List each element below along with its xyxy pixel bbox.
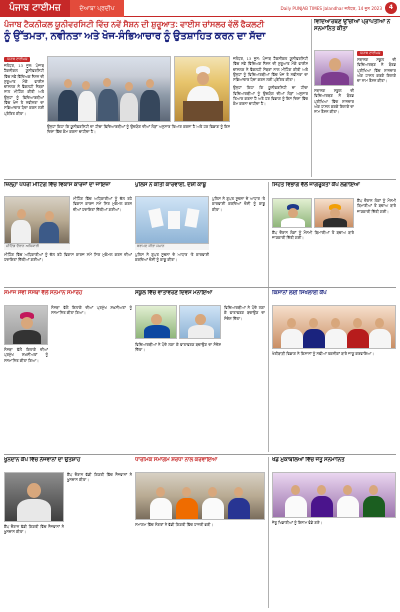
story-b-photo xyxy=(135,196,209,244)
story-a-body-2: ਮੀਟਿੰਗ ਵਿੱਚ ਅਧਿਕਾਰੀਆਂ ਨੂੰ ਚੱਲ ਰਹੇ ਵਿਕਾਸ ਕਾਰਜ ਸਮੇਂ ਸਿਰ ਮੁਕੰਮਲ ਕਰਨ ਦੀਆਂ ਹਦਾਇਤਾਂ ਦਿੱਤੀਆਂ ਗਈਆਂ। xyxy=(4,252,132,263)
lead-photo-meeting xyxy=(47,56,171,122)
story-e-headline: ਸਕੂਲ ਵਿੱਚ ਵਾਤਾਵਰਣ ਦਿਵਸ ਮਨਾਇਆ xyxy=(135,290,213,296)
story-g-body-2: ਕੈਂਪ ਦੌਰਾਨ ਵੱਡੀ ਗਿਣਤੀ ਵਿੱਚ ਨੌਜਵਾਨਾਂ ਨੇ ਖੂਨਦਾਨ ਕੀਤਾ। xyxy=(4,524,64,535)
story-d-body-2: ਸੰਸਥਾ ਵੱਲੋਂ ਇਲਾਕੇ ਦੀਆਂ ਪ੍ਰਮੁੱਖ ਸ਼ਖ਼ਸੀਅਤਾਂ ਨੂੰ ਸਨਮਾਨਿਤ ਕੀਤਾ ਗਿਆ। xyxy=(4,347,48,363)
side-brief-headline: ਵਿਦਿਆਰਥਣ ਉੱਚੀਆਂ ਪ੍ਰਾਪਤੀਆਂ ਨੇ ਸਨਮਾਨਿਤ ਕੀਤਾ xyxy=(314,19,391,33)
story-f-body: ਖੇਤੀਬਾੜੀ ਵਿਭਾਗ ਨੇ ਕਿਸਾਨਾਂ ਨੂੰ ਨਵੀਆਂ ਤਕਨੀਕਾਂ ਬਾਰੇ ਜਾਣੂ ਕਰਵਾਇਆ। xyxy=(272,351,374,356)
masthead-section: ਦੋਆਬਾ ਪ੍ਰਦੀਪ xyxy=(70,0,124,17)
lead-byline: ਪੰਜਾਬ ਟਾਈਮਜ਼ xyxy=(4,57,30,62)
story-c-headline: ਸਿਹਤ ਵਿਭਾਗ ਵੱਲੋਂ ਜਾਗਰੂਕਤਾ ਕੈਂਪ ਲਗਾਇਆ xyxy=(272,182,360,188)
story-e-photo-1 xyxy=(135,305,177,339)
masthead-meta: Daily PUNJAB TIMES Jalandhar ਜਲੰਧਰ, 14 ਜੂਨ 2023 xyxy=(124,0,400,17)
lead-body-3: ਜਲੰਧਰ, 13 ਜੂਨ: ਪੰਜਾਬ ਟੈਕਨੀਕਲ ਯੂਨੀਵਰਸਿਟੀ ਵਿੱਚ ਨਵੇਂ ਵਿੱਦਿਅਕ ਸੈਸ਼ਨ ਦੀ ਸ਼ੁਰੂਆਤ ਮੌਕੇ ਵਾਈਸ ਚਾਂਸਲਰ ਨੇ ਫੈਕਲਟੀ ਮੈਂਬਰਾਂ ਨਾਲ ਮੀਟਿੰਗ ਕੀਤੀ ਅਤੇ ਉਨ੍ਹਾਂ ਨੂੰ ਵਿਦਿਆਰਥੀਆਂ ਵਿੱਚ ਖੋਜ ਤੇ ਨਵੀਨਤਾ ਦਾ ਸਭਿਆਚਾਰ ਪੈਦਾ ਕਰਨ ਲਈ ਪ੍ਰੇਰਿਤ ਕੀਤਾ। xyxy=(233,56,308,83)
story-f-photo xyxy=(272,305,396,349)
masthead-brand: ਪੰਜਾਬ ਟਾਈਮਜ਼ xyxy=(0,0,70,17)
story-f-headline: ਕਿਸਾਨਾਂ ਲਈ ਸਿਖਲਾਈ ਕੈਂਪ xyxy=(272,290,327,296)
story-a-body: ਮੀਟਿੰਗ ਵਿੱਚ ਅਧਿਕਾਰੀਆਂ ਨੂੰ ਚੱਲ ਰਹੇ ਵਿਕਾਸ ਕਾਰਜ ਸਮੇਂ ਸਿਰ ਮੁਕੰਮਲ ਕਰਨ ਦੀਆਂ ਹਦਾਇਤਾਂ ਦਿੱਤੀਆਂ ਗਈਆਂ। xyxy=(73,196,132,212)
side-brief-body: ਸਥਾਨਕ ਸਕੂਲ ਦੀ ਵਿਦਿਆਰਥਣ ਨੇ ਬੋਰਡ ਪ੍ਰੀਖਿਆ ਵਿੱਚ ਸ਼ਾਨਦਾਰ ਅੰਕ ਹਾਸਲ ਕਰਕੇ ਇਲਾਕੇ ਦਾ ਨਾਮ ਰੌਸ਼ਨ ਕੀਤਾ। xyxy=(357,57,396,84)
lead-body-4: ਉਨ੍ਹਾਂ ਕਿਹਾ ਕਿ ਯੂਨੀਵਰਸਿਟੀ ਦਾ ਟੀਚਾ ਵਿਦਿਆਰਥੀਆਂ ਨੂੰ ਉਦਯੋਗ ਦੀਆਂ ਲੋੜਾਂ ਅਨੁਸਾਰ ਤਿਆਰ ਕਰਨਾ ਹੈ ਅਤੇ ਹਰ ਵਿਭਾਗ ਨੂੰ ਇਸ ਦਿਸ਼ਾ ਵਿੱਚ ਕੰਮ ਕਰਨਾ ਚਾਹੀਦਾ ਹੈ। xyxy=(233,85,308,107)
story-f-body-col xyxy=(272,351,396,452)
story-e-headline-block xyxy=(135,290,265,303)
column-divider xyxy=(311,19,312,177)
story-b-caption: ਬਰਾਮਦ ਕੀਤਾ ਸਮਾਨ xyxy=(135,244,209,250)
story-b-headline: ਪੁਲਿਸ ਨੇ ਕੀਤੀ ਕਾਰਵਾਈ, ਦੋਸ਼ੀ ਕਾਬੂ xyxy=(135,182,207,188)
page-number: 4 xyxy=(385,2,397,14)
story-e-body-2: ਵਿਦਿਆਰਥੀਆਂ ਨੇ ਪੌਦੇ ਲਗਾ ਕੇ ਵਾਤਾਵਰਣ ਬਚਾਉਣ ਦਾ ਸੰਦੇਸ਼ ਦਿੱਤਾ। xyxy=(135,342,221,353)
story-e-body-col-2 xyxy=(135,342,221,452)
story-d-body-col xyxy=(51,305,132,452)
story-i-body: ਜੇਤੂ ਖਿਡਾਰੀਆਂ ਨੂੰ ਇਨਾਮ ਵੰਡੇ ਗਏ। xyxy=(272,520,323,525)
story-i-headline-block xyxy=(272,457,396,470)
story-c-photo-2 xyxy=(314,198,354,228)
story-i-headline: ਖੇਡ ਮੁਕਾਬਲਿਆਂ ਵਿੱਚ ਜੇਤੂ ਸਨਮਾਨਿਤ xyxy=(272,457,345,463)
story-f-headline-block xyxy=(272,290,396,303)
story-b-body-col xyxy=(212,196,265,284)
story-d-headline: ਸਮਾਜ ਸੇਵੀ ਸੰਸਥਾ ਵੱਲੋਂ ਸਨਮਾਨ ਸਮਾਰੋਹ xyxy=(4,290,83,296)
story-c-body: ਕੈਂਪ ਦੌਰਾਨ ਲੋਕਾਂ ਨੂੰ ਮੌਸਮੀ ਬਿਮਾਰੀਆਂ ਤੋਂ ਬਚਾਅ ਬਾਰੇ ਜਾਣਕਾਰੀ ਦਿੱਤੀ ਗਈ। xyxy=(357,198,396,214)
story-e-body-col xyxy=(224,305,265,452)
story-a-headline-block xyxy=(4,182,132,194)
side-brief-body-col xyxy=(357,50,396,177)
story-e-photo-2 xyxy=(179,305,221,339)
story-c-body-col xyxy=(357,198,396,284)
lead-photo-speaker xyxy=(174,56,230,122)
story-a-headline: ਜ਼ਿਲ੍ਹਾ ਪੱਧਰੀ ਮੀਟਿੰਗ ਵਿੱਚ ਵਿਕਾਸ ਕਾਰਜਾਂ ਦਾ ਜਾਇਜ਼ਾ xyxy=(4,182,111,188)
story-d-body-col-2 xyxy=(4,347,48,452)
story-a-caption: ਮੀਟਿੰਗ ਦੌਰਾਨ ਅਧਿਕਾਰੀ xyxy=(4,244,70,250)
story-b-body-col-2 xyxy=(135,252,209,284)
lead-column-middle xyxy=(47,124,230,178)
story-d-photo xyxy=(4,305,48,345)
side-brief-body-2: ਸਥਾਨਕ ਸਕੂਲ ਦੀ ਵਿਦਿਆਰਥਣ ਨੇ ਬੋਰਡ ਪ੍ਰੀਖਿਆ ਵਿੱਚ ਸ਼ਾਨਦਾਰ ਅੰਕ ਹਾਸਲ ਕਰਕੇ ਇਲਾਕੇ ਦਾ ਨਾਮ ਰੌਸ਼ਨ ਕੀਤਾ। xyxy=(314,88,354,115)
story-i-photo xyxy=(272,472,396,518)
column-divider-3 xyxy=(268,457,269,608)
story-c-headline-block xyxy=(272,182,396,196)
story-c-body-col-2 xyxy=(272,230,354,284)
story-a-body-col xyxy=(73,196,132,250)
story-d-headline-block xyxy=(4,290,132,303)
side-brief-headline-block xyxy=(314,19,396,49)
story-h-headline: ਧਾਰਮਿਕ ਸਮਾਗਮ ਸ਼ਰਧਾ ਨਾਲ ਕਰਵਾਇਆ xyxy=(135,457,218,463)
masthead xyxy=(0,0,400,17)
story-h-headline-block xyxy=(135,457,265,470)
section-divider-2 xyxy=(4,287,396,288)
section-divider-3 xyxy=(4,454,396,455)
section-divider xyxy=(4,179,396,180)
lead-column-left xyxy=(4,56,44,178)
side-brief-byline: ਪੰਜਾਬ ਟਾਈਮਜ਼ xyxy=(357,51,383,56)
story-i-body-col xyxy=(272,520,396,608)
story-h-body: ਸਮਾਗਮ ਵਿੱਚ ਸੰਗਤਾਂ ਨੇ ਵੱਡੀ ਗਿਣਤੀ ਵਿੱਚ ਹਾਜ਼ਰੀ ਭਰੀ। xyxy=(135,522,213,527)
story-g-headline: ਖੂਨਦਾਨ ਕੈਂਪ ਵਿੱਚ ਨੌਜਵਾਨਾਂ ਦਾ ਉਤਸ਼ਾਹ xyxy=(4,457,81,463)
lead-body-2: ਉਨ੍ਹਾਂ ਕਿਹਾ ਕਿ ਯੂਨੀਵਰਸਿਟੀ ਦਾ ਟੀਚਾ ਵਿਦਿਆਰਥੀਆਂ ਨੂੰ ਉਦਯੋਗ ਦੀਆਂ ਲੋੜਾਂ ਅਨੁਸਾਰ ਤਿਆਰ ਕਰਨਾ ਹੈ ਅਤੇ ਹਰ ਵਿਭਾਗ ਨੂੰ ਇਸ ਦਿਸ਼ਾ ਵਿੱਚ ਕੰਮ ਕਰਨਾ ਚਾਹੀਦਾ ਹੈ। xyxy=(47,124,230,135)
story-h-photo xyxy=(135,472,265,520)
story-g-photo xyxy=(4,472,64,522)
story-g-body: ਕੈਂਪ ਦੌਰਾਨ ਵੱਡੀ ਗਿਣਤੀ ਵਿੱਚ ਨੌਜਵਾਨਾਂ ਨੇ ਖੂਨਦਾਨ ਕੀਤਾ। xyxy=(67,472,132,483)
story-b-body-2: ਪੁਲਿਸ ਨੇ ਗੁਪਤ ਸੂਚਨਾ ਦੇ ਆਧਾਰ 'ਤੇ ਕਾਰਵਾਈ ਕਰਦਿਆਂ ਦੋਸ਼ੀ ਨੂੰ ਕਾਬੂ ਕੀਤਾ। xyxy=(135,252,209,263)
story-h-body-col xyxy=(135,522,265,608)
side-brief-photo xyxy=(314,50,354,86)
side-brief-body-col-2 xyxy=(314,88,354,177)
story-b-body: ਪੁਲਿਸ ਨੇ ਗੁਪਤ ਸੂਚਨਾ ਦੇ ਆਧਾਰ 'ਤੇ ਕਾਰਵਾਈ ਕਰਦਿਆਂ ਦੋਸ਼ੀ ਨੂੰ ਕਾਬੂ ਕੀਤਾ। xyxy=(212,196,265,212)
story-g-headline-block xyxy=(4,457,132,470)
story-c-body-2: ਕੈਂਪ ਦੌਰਾਨ ਲੋਕਾਂ ਨੂੰ ਮੌਸਮੀ ਬਿਮਾਰੀਆਂ ਤੋਂ ਬਚਾਅ ਬਾਰੇ ਜਾਣਕਾਰੀ ਦਿੱਤੀ ਗਈ। xyxy=(272,230,354,241)
story-e-body: ਵਿਦਿਆਰਥੀਆਂ ਨੇ ਪੌਦੇ ਲਗਾ ਕੇ ਵਾਤਾਵਰਣ ਬਚਾਉਣ ਦਾ ਸੰਦੇਸ਼ ਦਿੱਤਾ। xyxy=(224,305,265,321)
story-b-headline-block xyxy=(135,182,265,194)
story-a-body-col-2 xyxy=(4,252,132,284)
lead-headline-line-1: ਪੰਜਾਬ ਟੈਕਨੀਕਲ ਯੂਨੀਵਰਸਿਟੀ ਵਿੱਚ ਨਵੇਂ ਸੈਸ਼ਨ ਦੀ ਸ਼ੁਰੂਆਤ: ਵਾਈਸ ਚਾਂਸਲਰ ਵੱਲੋਂ ਫੈਕਲਟੀ xyxy=(4,20,265,29)
story-g-body-col-2 xyxy=(4,524,64,608)
story-d-body: ਸੰਸਥਾ ਵੱਲੋਂ ਇਲਾਕੇ ਦੀਆਂ ਪ੍ਰਮੁੱਖ ਸ਼ਖ਼ਸੀਅਤਾਂ ਨੂੰ ਸਨਮਾਨਿਤ ਕੀਤਾ ਗਿਆ। xyxy=(51,305,132,316)
lead-headline-line-2: ਨੂੰ ਉੱਤਮਤਾ, ਨਵੀਨਤਾ ਅਤੇ ਖੋਜ-ਸੰਭਿਆਚਾਰ ਨੂੰ ਉਤਸ਼ਾਹਿਤ ਕਰਨ ਦਾ ਸੱਦਾ xyxy=(4,31,266,42)
story-c-photo-1 xyxy=(272,198,312,228)
column-divider-2 xyxy=(268,182,269,452)
lead-column-right xyxy=(233,56,308,178)
lead-headline-block xyxy=(4,19,308,53)
story-g-body-col xyxy=(67,472,132,608)
story-a-photo xyxy=(4,196,70,244)
lead-body-1: ਜਲੰਧਰ, 13 ਜੂਨ: ਪੰਜਾਬ ਟੈਕਨੀਕਲ ਯੂਨੀਵਰਸਿਟੀ ਵਿੱਚ ਨਵੇਂ ਵਿੱਦਿਅਕ ਸੈਸ਼ਨ ਦੀ ਸ਼ੁਰੂਆਤ ਮੌਕੇ ਵਾਈਸ ਚਾਂਸਲਰ ਨੇ ਫੈਕਲਟੀ ਮੈਂਬਰਾਂ ਨਾਲ ਮੀਟਿੰਗ ਕੀਤੀ ਅਤੇ ਉਨ੍ਹਾਂ ਨੂੰ ਵਿਦਿਆਰਥੀਆਂ ਵਿੱਚ ਖੋਜ ਤੇ ਨਵੀਨਤਾ ਦਾ ਸਭਿਆਚਾਰ ਪੈਦਾ ਕਰਨ ਲਈ ਪ੍ਰੇਰਿਤ ਕੀਤਾ। xyxy=(4,63,44,116)
